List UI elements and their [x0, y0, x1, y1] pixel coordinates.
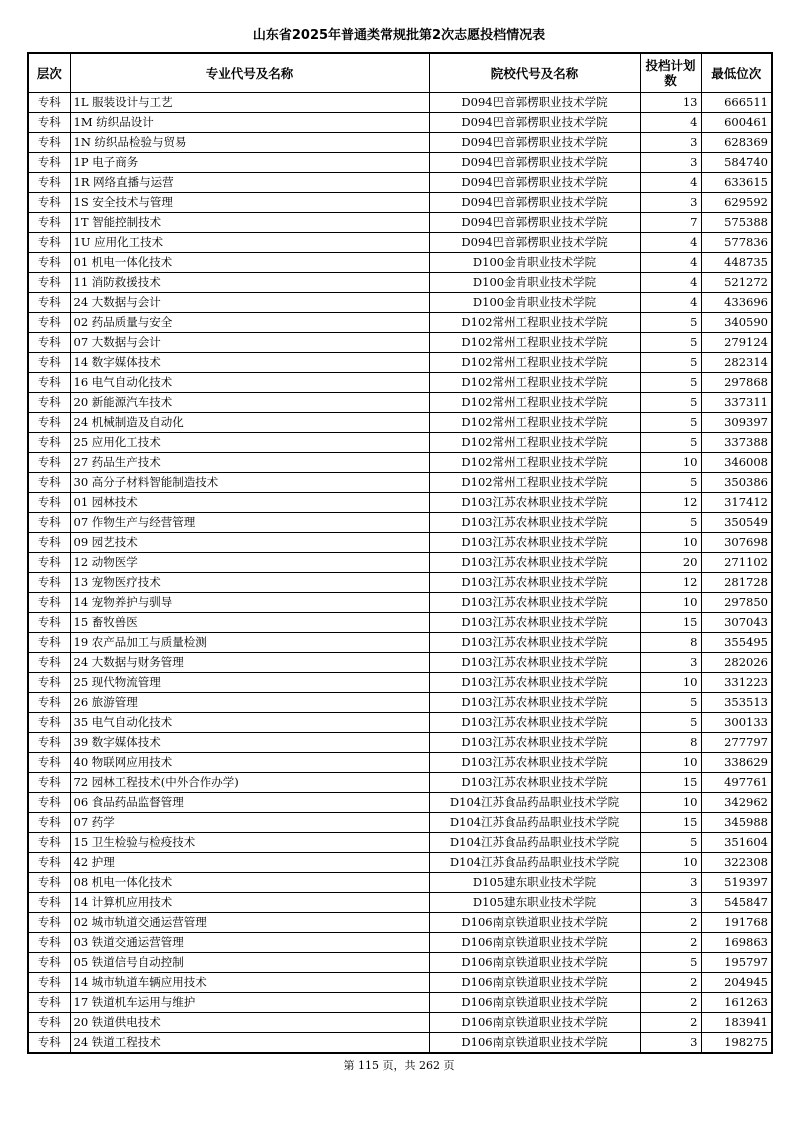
major-cell: 12 动物医学 — [70, 553, 429, 573]
major-cell: 42 护理 — [70, 853, 429, 873]
level-cell: 专科 — [28, 673, 70, 693]
table-row — [28, 813, 772, 833]
plan-cell: 5 — [640, 713, 701, 733]
major-cell: 02 城市轨道交通运营管理 — [70, 913, 429, 933]
major-cell: 24 大数据与会计 — [70, 293, 429, 313]
rank-cell: 545847 — [701, 893, 772, 913]
rank-cell: 433696 — [701, 293, 772, 313]
plan-cell: 5 — [640, 693, 701, 713]
rank-cell: 322308 — [701, 853, 772, 873]
table-row — [28, 993, 772, 1013]
plan-cell: 10 — [640, 793, 701, 813]
rank-cell: 279124 — [701, 333, 772, 353]
school-cell: D103江苏农林职业技术学院 — [429, 513, 640, 533]
plan-cell: 4 — [640, 113, 701, 133]
plan-cell: 8 — [640, 733, 701, 753]
major-cell: 06 食品药品监督管理 — [70, 793, 429, 813]
level-cell: 专科 — [28, 433, 70, 453]
school-cell: D106南京铁道职业技术学院 — [429, 953, 640, 973]
rank-cell: 307043 — [701, 613, 772, 633]
level-cell: 专科 — [28, 633, 70, 653]
table-row — [28, 913, 772, 933]
level-cell: 专科 — [28, 153, 70, 173]
plan-cell: 20 — [640, 553, 701, 573]
level-cell: 专科 — [28, 773, 70, 793]
table-row — [28, 473, 772, 493]
school-cell: D102常州工程职业技术学院 — [429, 473, 640, 493]
plan-cell: 5 — [640, 953, 701, 973]
level-cell: 专科 — [28, 353, 70, 373]
table-row — [28, 433, 772, 453]
table-row — [28, 1033, 772, 1054]
major-cell: 27 药品生产技术 — [70, 453, 429, 473]
plan-cell: 8 — [640, 633, 701, 653]
major-cell: 16 电气自动化技术 — [70, 373, 429, 393]
plan-cell: 3 — [640, 153, 701, 173]
table-row — [28, 773, 772, 793]
table-row — [28, 333, 772, 353]
rank-cell: 600461 — [701, 113, 772, 133]
table-row — [28, 553, 772, 573]
rank-cell: 337388 — [701, 433, 772, 453]
school-cell: D106南京铁道职业技术学院 — [429, 993, 640, 1013]
rank-cell: 350549 — [701, 513, 772, 533]
major-cell: 17 铁道机车运用与维护 — [70, 993, 429, 1013]
school-cell: D100金肯职业技术学院 — [429, 253, 640, 273]
plan-cell: 5 — [640, 833, 701, 853]
major-cell: 03 铁道交通运营管理 — [70, 933, 429, 953]
major-cell: 1M 纺织品设计 — [70, 113, 429, 133]
plan-cell: 15 — [640, 773, 701, 793]
level-cell: 专科 — [28, 753, 70, 773]
plan-cell: 5 — [640, 313, 701, 333]
major-cell: 1R 网络直播与运营 — [70, 173, 429, 193]
plan-cell: 10 — [640, 453, 701, 473]
major-cell: 1N 纺织品检验与贸易 — [70, 133, 429, 153]
plan-cell: 15 — [640, 613, 701, 633]
school-cell: D103江苏农林职业技术学院 — [429, 753, 640, 773]
level-cell: 专科 — [28, 973, 70, 993]
rank-cell: 198275 — [701, 1033, 772, 1054]
major-cell: 39 数字媒体技术 — [70, 733, 429, 753]
table-row — [28, 633, 772, 653]
school-cell: D106南京铁道职业技术学院 — [429, 1013, 640, 1033]
plan-cell: 3 — [640, 1033, 701, 1054]
plan-cell: 5 — [640, 513, 701, 533]
major-cell: 14 城市轨道车辆应用技术 — [70, 973, 429, 993]
table-row — [28, 493, 772, 513]
major-cell: 15 畜牧兽医 — [70, 613, 429, 633]
major-cell: 24 机械制造及自动化 — [70, 413, 429, 433]
rank-cell: 584740 — [701, 153, 772, 173]
school-cell: D103江苏农林职业技术学院 — [429, 633, 640, 653]
table-row — [28, 893, 772, 913]
school-cell: D102常州工程职业技术学院 — [429, 433, 640, 453]
level-cell: 专科 — [28, 953, 70, 973]
rank-cell: 271102 — [701, 553, 772, 573]
level-cell: 专科 — [28, 273, 70, 293]
table-row — [28, 853, 772, 873]
major-cell: 24 铁道工程技术 — [70, 1033, 429, 1054]
plan-cell: 15 — [640, 813, 701, 833]
rank-cell: 317412 — [701, 493, 772, 513]
table-row — [28, 793, 772, 813]
school-cell: D094巴音郭楞职业技术学院 — [429, 173, 640, 193]
header-major: 专业代号及名称 — [70, 53, 429, 93]
table-row — [28, 533, 772, 553]
level-cell: 专科 — [28, 613, 70, 633]
level-cell: 专科 — [28, 1013, 70, 1033]
plan-cell: 2 — [640, 1013, 701, 1033]
plan-cell: 4 — [640, 273, 701, 293]
level-cell: 专科 — [28, 253, 70, 273]
plan-cell: 5 — [640, 413, 701, 433]
table-row — [28, 1013, 772, 1033]
level-cell: 专科 — [28, 393, 70, 413]
level-cell: 专科 — [28, 853, 70, 873]
level-cell: 专科 — [28, 653, 70, 673]
plan-cell: 5 — [640, 433, 701, 453]
level-cell: 专科 — [28, 593, 70, 613]
level-cell: 专科 — [28, 833, 70, 853]
rank-cell: 338629 — [701, 753, 772, 773]
plan-cell: 12 — [640, 573, 701, 593]
level-cell: 专科 — [28, 293, 70, 313]
major-cell: 1S 安全技术与管理 — [70, 193, 429, 213]
plan-cell: 10 — [640, 533, 701, 553]
major-cell: 07 药学 — [70, 813, 429, 833]
rank-cell: 191768 — [701, 913, 772, 933]
rank-cell: 448735 — [701, 253, 772, 273]
plan-cell: 5 — [640, 353, 701, 373]
school-cell: D104江苏食品药品职业技术学院 — [429, 833, 640, 853]
school-cell: D103江苏农林职业技术学院 — [429, 673, 640, 693]
level-cell: 专科 — [28, 93, 70, 113]
plan-cell: 2 — [640, 913, 701, 933]
table-row — [28, 513, 772, 533]
rank-cell: 342962 — [701, 793, 772, 813]
table-row — [28, 133, 772, 153]
rank-cell: 353513 — [701, 693, 772, 713]
plan-cell: 2 — [640, 973, 701, 993]
plan-cell: 10 — [640, 853, 701, 873]
table-row — [28, 873, 772, 893]
level-cell: 专科 — [28, 813, 70, 833]
header-level: 层次 — [28, 53, 70, 93]
plan-cell: 3 — [640, 133, 701, 153]
rank-cell: 350386 — [701, 473, 772, 493]
page-footer: 第 115 页，共 262 页 — [343, 1059, 455, 1072]
level-cell: 专科 — [28, 493, 70, 513]
rank-cell: 345988 — [701, 813, 772, 833]
major-cell: 20 铁道供电技术 — [70, 1013, 429, 1033]
rank-cell: 337311 — [701, 393, 772, 413]
table-row — [28, 653, 772, 673]
table-row — [28, 753, 772, 773]
major-cell: 1T 智能控制技术 — [70, 213, 429, 233]
major-cell: 09 园艺技术 — [70, 533, 429, 553]
table-row — [28, 733, 772, 753]
major-cell: 14 数字媒体技术 — [70, 353, 429, 373]
school-cell: D103江苏农林职业技术学院 — [429, 553, 640, 573]
plan-cell: 10 — [640, 753, 701, 773]
plan-cell: 5 — [640, 333, 701, 353]
level-cell: 专科 — [28, 173, 70, 193]
rank-cell: 183941 — [701, 1013, 772, 1033]
level-cell: 专科 — [28, 893, 70, 913]
rank-cell: 297868 — [701, 373, 772, 393]
school-cell: D104江苏食品药品职业技术学院 — [429, 793, 640, 813]
rank-cell: 633615 — [701, 173, 772, 193]
major-cell: 26 旅游管理 — [70, 693, 429, 713]
level-cell: 专科 — [28, 933, 70, 953]
major-cell: 07 作物生产与经营管理 — [70, 513, 429, 533]
level-cell: 专科 — [28, 713, 70, 733]
major-cell: 72 园林工程技术(中外合作办学) — [70, 773, 429, 793]
school-cell: D103江苏农林职业技术学院 — [429, 713, 640, 733]
major-cell: 07 大数据与会计 — [70, 333, 429, 353]
table-row — [28, 273, 772, 293]
school-cell: D103江苏农林职业技术学院 — [429, 613, 640, 633]
school-cell: D106南京铁道职业技术学院 — [429, 913, 640, 933]
major-cell: 35 电气自动化技术 — [70, 713, 429, 733]
table-row — [28, 453, 772, 473]
rank-cell: 297850 — [701, 593, 772, 613]
table-row — [28, 973, 772, 993]
rank-cell: 346008 — [701, 453, 772, 473]
school-cell: D094巴音郭楞职业技术学院 — [429, 153, 640, 173]
level-cell: 专科 — [28, 1033, 70, 1054]
table-row — [28, 233, 772, 253]
level-cell: 专科 — [28, 373, 70, 393]
school-cell: D100金肯职业技术学院 — [429, 293, 640, 313]
level-cell: 专科 — [28, 513, 70, 533]
major-cell: 14 计算机应用技术 — [70, 893, 429, 913]
table-row — [28, 293, 772, 313]
table-row — [28, 253, 772, 273]
rank-cell: 519397 — [701, 873, 772, 893]
major-cell: 25 应用化工技术 — [70, 433, 429, 453]
rank-cell: 307698 — [701, 533, 772, 553]
rank-cell: 355495 — [701, 633, 772, 653]
plan-cell: 4 — [640, 233, 701, 253]
table-row — [28, 393, 772, 413]
level-cell: 专科 — [28, 453, 70, 473]
major-cell: 1P 电子商务 — [70, 153, 429, 173]
school-cell: D106南京铁道职业技术学院 — [429, 973, 640, 993]
level-cell: 专科 — [28, 333, 70, 353]
major-cell: 1U 应用化工技术 — [70, 233, 429, 253]
school-cell: D103江苏农林职业技术学院 — [429, 693, 640, 713]
table-row — [28, 833, 772, 853]
school-cell: D094巴音郭楞职业技术学院 — [429, 233, 640, 253]
school-cell: D102常州工程职业技术学院 — [429, 413, 640, 433]
level-cell: 专科 — [28, 233, 70, 253]
school-cell: D103江苏农林职业技术学院 — [429, 533, 640, 553]
school-cell: D102常州工程职业技术学院 — [429, 393, 640, 413]
rank-cell: 204945 — [701, 973, 772, 993]
level-cell: 专科 — [28, 993, 70, 1013]
rank-cell: 300133 — [701, 713, 772, 733]
table-body — [28, 93, 772, 1054]
level-cell: 专科 — [28, 693, 70, 713]
rank-cell: 629592 — [701, 193, 772, 213]
school-cell: D106南京铁道职业技术学院 — [429, 933, 640, 953]
header-rank: 最低位次 — [701, 53, 772, 93]
major-cell: 40 物联网应用技术 — [70, 753, 429, 773]
rank-cell: 351604 — [701, 833, 772, 853]
plan-cell: 5 — [640, 393, 701, 413]
major-cell: 13 宠物医疗技术 — [70, 573, 429, 593]
school-cell: D104江苏食品药品职业技术学院 — [429, 853, 640, 873]
major-cell: 24 大数据与财务管理 — [70, 653, 429, 673]
table-row — [28, 373, 772, 393]
header-school: 院校代号及名称 — [429, 53, 640, 93]
header-plan: 投档计划数 — [640, 53, 701, 93]
school-cell: D103江苏农林职业技术学院 — [429, 733, 640, 753]
school-cell: D106南京铁道职业技术学院 — [429, 1033, 640, 1054]
rank-cell: 521272 — [701, 273, 772, 293]
level-cell: 专科 — [28, 733, 70, 753]
school-cell: D103江苏农林职业技术学院 — [429, 493, 640, 513]
level-cell: 专科 — [28, 313, 70, 333]
plan-cell: 4 — [640, 293, 701, 313]
major-cell: 30 高分子材料智能制造技术 — [70, 473, 429, 493]
rank-cell: 277797 — [701, 733, 772, 753]
level-cell: 专科 — [28, 213, 70, 233]
school-cell: D102常州工程职业技术学院 — [429, 333, 640, 353]
plan-cell: 12 — [640, 493, 701, 513]
table-row — [28, 313, 772, 333]
table-row — [28, 613, 772, 633]
school-cell: D103江苏农林职业技术学院 — [429, 593, 640, 613]
school-cell: D100金肯职业技术学院 — [429, 273, 640, 293]
rank-cell: 666511 — [701, 93, 772, 113]
level-cell: 专科 — [28, 113, 70, 133]
school-cell: D094巴音郭楞职业技术学院 — [429, 213, 640, 233]
table-row — [28, 593, 772, 613]
school-cell: D102常州工程职业技术学院 — [429, 453, 640, 473]
rank-cell: 331223 — [701, 673, 772, 693]
rank-cell: 575388 — [701, 213, 772, 233]
major-cell: 20 新能源汽车技术 — [70, 393, 429, 413]
rank-cell: 309397 — [701, 413, 772, 433]
plan-cell: 2 — [640, 993, 701, 1013]
table-row — [28, 573, 772, 593]
rank-cell: 340590 — [701, 313, 772, 333]
school-cell: D094巴音郭楞职业技术学院 — [429, 133, 640, 153]
school-cell: D103江苏农林职业技术学院 — [429, 773, 640, 793]
school-cell: D105建东职业技术学院 — [429, 893, 640, 913]
level-cell: 专科 — [28, 133, 70, 153]
table-row — [28, 173, 772, 193]
level-cell: 专科 — [28, 473, 70, 493]
table-row — [28, 933, 772, 953]
school-cell: D094巴音郭楞职业技术学院 — [429, 193, 640, 213]
major-cell: 19 农产品加工与质量检测 — [70, 633, 429, 653]
rank-cell: 282314 — [701, 353, 772, 373]
rank-cell: 161263 — [701, 993, 772, 1013]
table-row — [28, 93, 772, 113]
level-cell: 专科 — [28, 573, 70, 593]
major-cell: 08 机电一体化技术 — [70, 873, 429, 893]
rank-cell: 195797 — [701, 953, 772, 973]
table-row — [28, 213, 772, 233]
table-row — [28, 193, 772, 213]
school-cell: D103江苏农林职业技术学院 — [429, 653, 640, 673]
rank-cell: 577836 — [701, 233, 772, 253]
major-cell: 1L 服装设计与工艺 — [70, 93, 429, 113]
table-row — [28, 113, 772, 133]
table-row — [28, 413, 772, 433]
rank-cell: 281728 — [701, 573, 772, 593]
major-cell: 01 园林技术 — [70, 493, 429, 513]
plan-cell: 10 — [640, 593, 701, 613]
major-cell: 15 卫生检验与检疫技术 — [70, 833, 429, 853]
plan-cell: 4 — [640, 173, 701, 193]
school-cell: D094巴音郭楞职业技术学院 — [429, 93, 640, 113]
plan-cell: 5 — [640, 373, 701, 393]
plan-cell: 3 — [640, 873, 701, 893]
level-cell: 专科 — [28, 913, 70, 933]
rank-cell: 628369 — [701, 133, 772, 153]
school-cell: D105建东职业技术学院 — [429, 873, 640, 893]
table-row — [28, 353, 772, 373]
major-cell: 25 现代物流管理 — [70, 673, 429, 693]
rank-cell: 497761 — [701, 773, 772, 793]
admission-table — [27, 52, 773, 1054]
school-cell: D104江苏食品药品职业技术学院 — [429, 813, 640, 833]
plan-cell: 3 — [640, 893, 701, 913]
level-cell: 专科 — [28, 533, 70, 553]
school-cell: D103江苏农林职业技术学院 — [429, 573, 640, 593]
page-title: 山东省2025年普通类常规批第2次志愿投档情况表 — [252, 28, 546, 43]
level-cell: 专科 — [28, 873, 70, 893]
table-row — [28, 153, 772, 173]
level-cell: 专科 — [28, 413, 70, 433]
rank-cell: 169863 — [701, 933, 772, 953]
plan-cell: 10 — [640, 673, 701, 693]
plan-cell: 5 — [640, 473, 701, 493]
school-cell: D102常州工程职业技术学院 — [429, 353, 640, 373]
plan-cell: 3 — [640, 653, 701, 673]
major-cell: 14 宠物养护与驯导 — [70, 593, 429, 613]
rank-cell: 282026 — [701, 653, 772, 673]
major-cell: 01 机电一体化技术 — [70, 253, 429, 273]
plan-cell: 4 — [640, 253, 701, 273]
level-cell: 专科 — [28, 553, 70, 573]
table-row — [28, 713, 772, 733]
school-cell: D102常州工程职业技术学院 — [429, 373, 640, 393]
major-cell: 05 铁道信号自动控制 — [70, 953, 429, 973]
plan-cell: 2 — [640, 933, 701, 953]
major-cell: 11 消防救援技术 — [70, 273, 429, 293]
level-cell: 专科 — [28, 793, 70, 813]
plan-cell: 3 — [640, 193, 701, 213]
plan-cell: 7 — [640, 213, 701, 233]
table-row — [28, 673, 772, 693]
school-cell: D102常州工程职业技术学院 — [429, 313, 640, 333]
school-cell: D094巴音郭楞职业技术学院 — [429, 113, 640, 133]
major-cell: 02 药品质量与安全 — [70, 313, 429, 333]
table-row — [28, 953, 772, 973]
plan-cell: 13 — [640, 93, 701, 113]
level-cell: 专科 — [28, 193, 70, 213]
table-row — [28, 693, 772, 713]
table-header-row — [28, 53, 772, 93]
